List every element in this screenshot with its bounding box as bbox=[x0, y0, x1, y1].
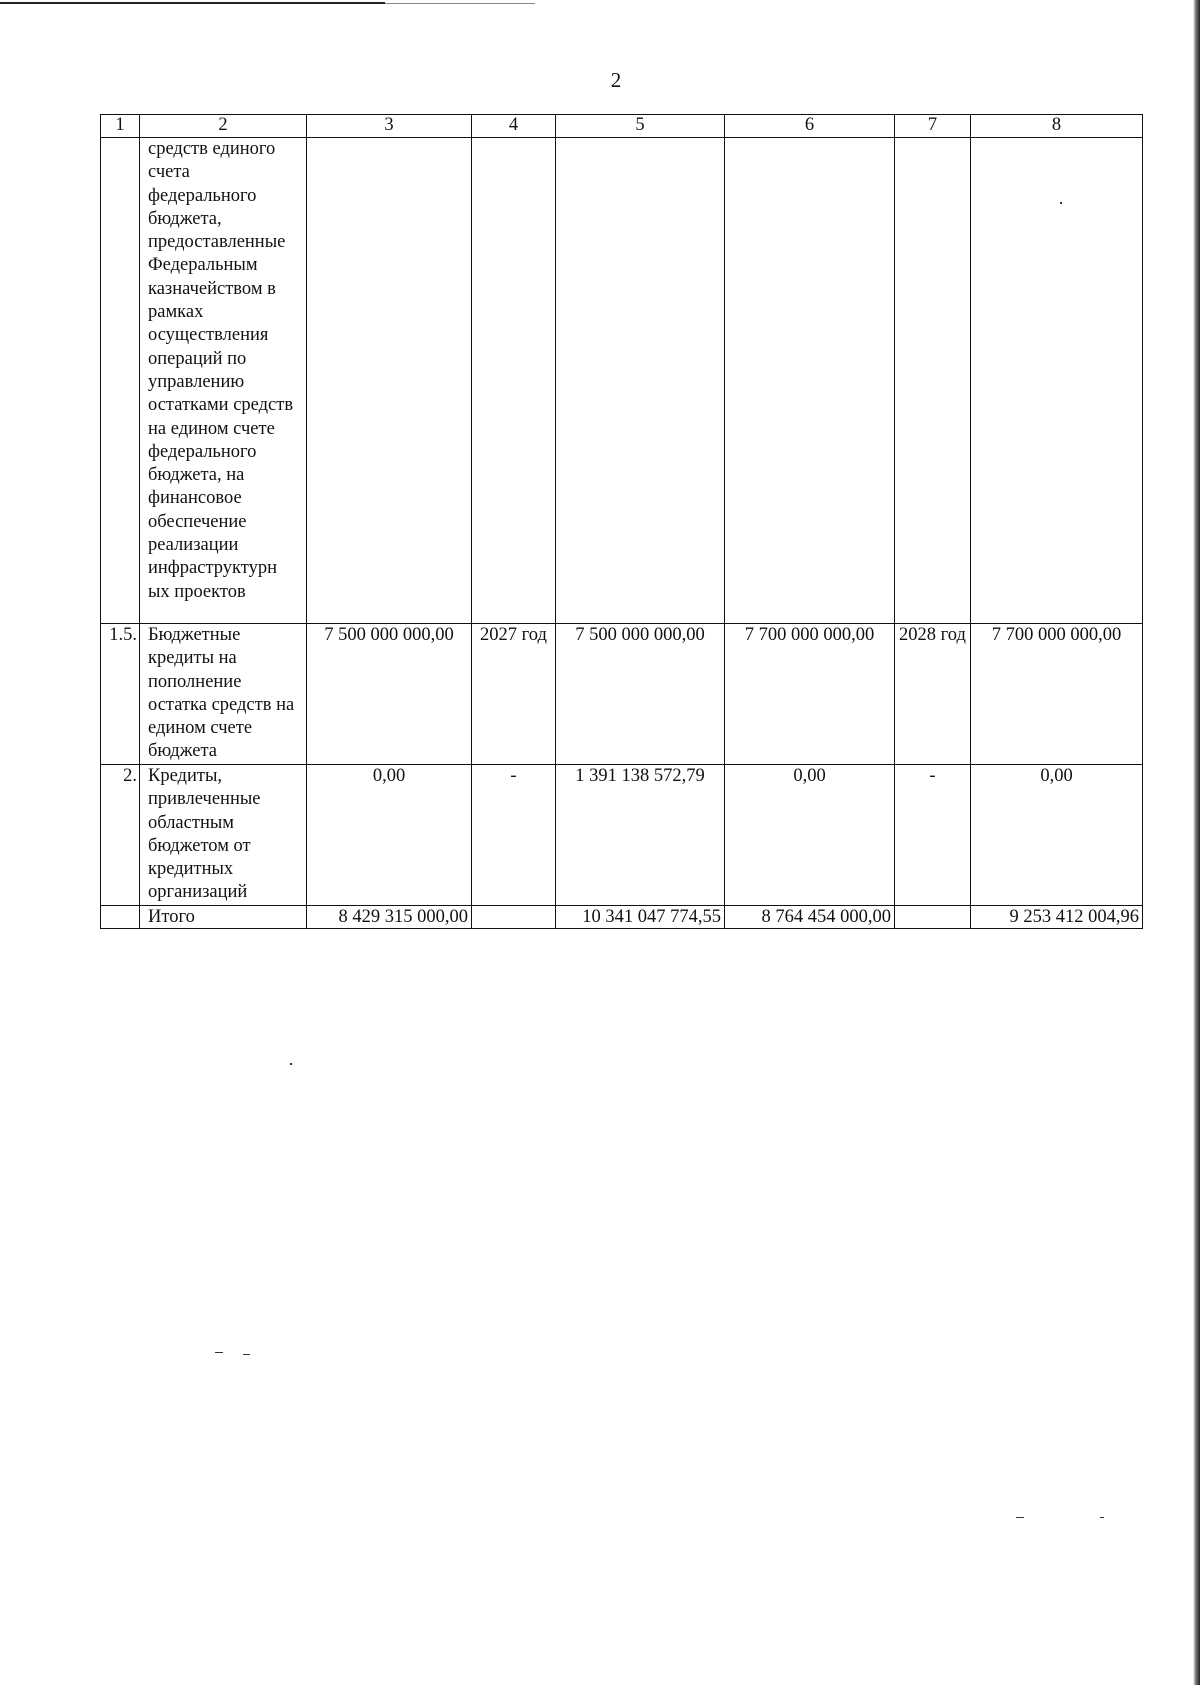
page-number: 2 bbox=[610, 68, 622, 92]
scan-speck bbox=[1016, 1517, 1024, 1518]
cell-col5: 1 391 138 572,79 bbox=[556, 765, 725, 906]
total-row-number bbox=[101, 906, 140, 929]
column-header: 8 bbox=[971, 115, 1143, 138]
cell-col4: 2027 год bbox=[472, 624, 556, 765]
cell-col8: 7 700 000 000,00 bbox=[971, 624, 1143, 765]
column-header: 4 bbox=[472, 115, 556, 138]
cell-col6 bbox=[725, 138, 895, 624]
total-col6: 8 764 454 000,00 bbox=[725, 906, 895, 929]
total-col7 bbox=[895, 906, 971, 929]
cell-col3 bbox=[307, 138, 472, 624]
table-row bbox=[101, 138, 1143, 624]
cell-col7: - bbox=[895, 765, 971, 906]
column-header: 2 bbox=[140, 115, 307, 138]
cell-col7 bbox=[895, 138, 971, 624]
cell-col4 bbox=[472, 138, 556, 624]
total-col5: 10 341 047 774,55 bbox=[556, 906, 725, 929]
cell-col6: 0,00 bbox=[725, 765, 895, 906]
total-col8: 9 253 412 004,96 bbox=[971, 906, 1143, 929]
column-number-row bbox=[101, 115, 1143, 138]
scan-speck bbox=[243, 1354, 250, 1355]
row-name: Кредиты, привлеченные областным бюджетом от кредитных организаций bbox=[140, 765, 307, 906]
cell-col5: 7 500 000 000,00 bbox=[556, 624, 725, 765]
row-name: средств единого счета федерального бюджета, предоставленные Федеральным казначейством в рамках осуществления операций по управлению остатками средств на едином счете федерального бюджета, на финансовое обеспечение реализации инфраструктурн ых проектов bbox=[140, 138, 307, 624]
scan-speck bbox=[215, 1352, 223, 1353]
total-row bbox=[101, 906, 1143, 929]
column-header: 3 bbox=[307, 115, 472, 138]
cell-col7: 2028 год bbox=[895, 624, 971, 765]
cell-col8: 0,00 bbox=[971, 765, 1143, 906]
cell-col4: - bbox=[472, 765, 556, 906]
cell-col8 bbox=[971, 138, 1143, 624]
total-label: Итого bbox=[140, 906, 307, 929]
column-header: 7 bbox=[895, 115, 971, 138]
table-row bbox=[101, 765, 1143, 906]
scan-speck bbox=[1060, 202, 1062, 204]
column-header: 5 bbox=[556, 115, 725, 138]
scan-speck bbox=[290, 1063, 292, 1065]
table-row bbox=[101, 624, 1143, 765]
scan-edge-line-thin bbox=[385, 3, 535, 4]
cell-col5 bbox=[556, 138, 725, 624]
scan-speck bbox=[1100, 1517, 1104, 1518]
budget-credits-table bbox=[100, 114, 1143, 929]
row-number: 1.5. bbox=[101, 624, 140, 765]
total-col3: 8 429 315 000,00 bbox=[307, 906, 472, 929]
row-number bbox=[101, 138, 140, 624]
cell-col3: 7 500 000 000,00 bbox=[307, 624, 472, 765]
scan-right-shadow bbox=[1193, 0, 1200, 1685]
total-col4 bbox=[472, 906, 556, 929]
row-number: 2. bbox=[101, 765, 140, 906]
column-header: 1 bbox=[101, 115, 140, 138]
cell-col6: 7 700 000 000,00 bbox=[725, 624, 895, 765]
row-name: Бюджетные кредиты на пополнение остатка средств на едином счете бюджета bbox=[140, 624, 307, 765]
column-header: 6 bbox=[725, 115, 895, 138]
scan-edge-line bbox=[0, 2, 385, 4]
cell-col3: 0,00 bbox=[307, 765, 472, 906]
